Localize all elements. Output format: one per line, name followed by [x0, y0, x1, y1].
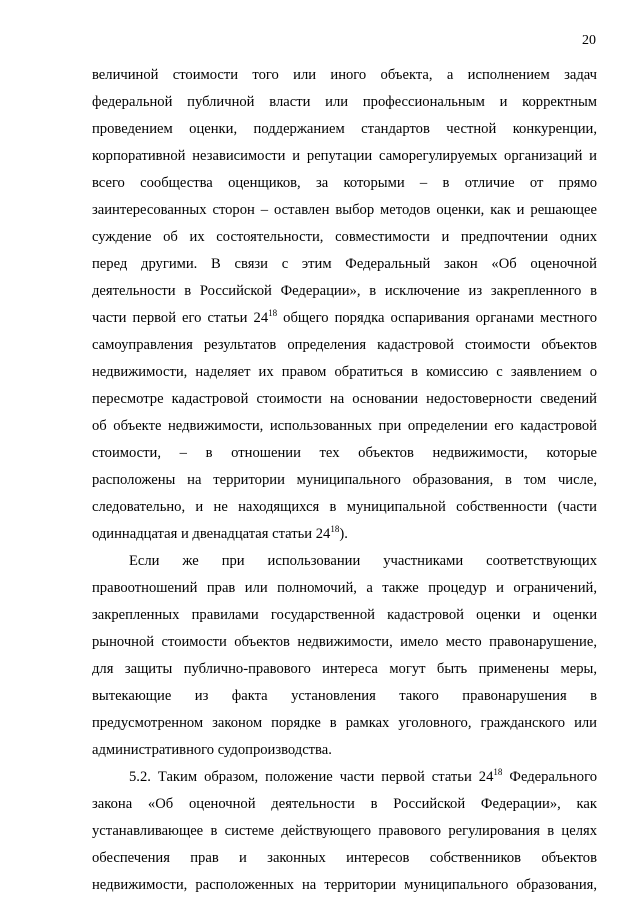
- text-line: [92, 228, 597, 246]
- text-segment: деятельности в Российской Федерации», в исключение из закрепленного в: [92, 283, 597, 299]
- page-number: 20: [582, 33, 596, 48]
- text-segment: пересмотре кадастровой стоимости на основании недостоверности сведений: [92, 391, 597, 407]
- superscript: 18: [493, 767, 503, 777]
- text-line: [92, 201, 597, 219]
- text-segment: для защиты публично-правового интереса могут быть применены меры,: [92, 661, 597, 677]
- text-line: [92, 282, 597, 300]
- text-segment: корпоративной независимости и репутации саморегулируемых организаций и: [92, 148, 597, 164]
- text-segment: недвижимости, расположенных на территории муниципального образования,: [92, 877, 597, 893]
- text-segment: перед другими. В связи с этим Федеральный закон «Об оценочной: [92, 256, 597, 272]
- text-segment: всего сообщества оценщиков, за которыми – в отличие от прямо: [92, 175, 597, 191]
- text-line: [92, 471, 597, 489]
- text-segment: части первой его статьи 24: [92, 310, 269, 326]
- text-segment: Если же при использовании участниками соответствующих: [129, 553, 597, 569]
- text-segment: стоимости, – в отношении тех объектов недвижимости, которые: [92, 445, 597, 461]
- text-segment: предусмотренном законом порядке в рамках уголовного, гражданского или: [92, 715, 597, 731]
- text-segment: ).: [339, 526, 348, 542]
- text-segment: закрепленных правилами государственной кадастровой оценки и оценки: [92, 607, 597, 623]
- text-segment: величиной стоимости того или иного объекта, а исполнением задач: [92, 67, 597, 83]
- text-line: [92, 606, 597, 624]
- text-line: [92, 876, 597, 894]
- text-segment: одиннадцатая и двенадцатая статьи 24: [92, 526, 331, 542]
- text-line: [92, 147, 597, 165]
- text-line: [92, 849, 597, 867]
- text-line: [92, 363, 597, 381]
- text-line: [92, 93, 597, 111]
- text-line: [92, 255, 597, 273]
- text-segment: об объекте недвижимости, использованных при определении его кадастровой: [92, 418, 597, 434]
- text-segment: суждение об их состоятельности, совместимости и предпочтении одних: [92, 229, 597, 245]
- text-segment: проведением оценки, поддержанием стандартов честной конкуренции,: [92, 121, 597, 137]
- text-line: [92, 336, 597, 354]
- text-line: [92, 390, 597, 408]
- text-segment: административного судопроизводства.: [92, 742, 332, 758]
- text-line: [92, 525, 597, 543]
- superscript: 18: [330, 524, 340, 534]
- text-segment: заинтересованных сторон – оставлен выбор методов оценки, как и решающее: [92, 202, 597, 218]
- text-line: [92, 66, 597, 84]
- text-segment: рыночной стоимости объектов недвижимости, имело место правонарушение,: [92, 634, 597, 650]
- text-line: [92, 741, 597, 759]
- text-line: [92, 714, 597, 732]
- text-line: [92, 444, 597, 462]
- text-segment: самоуправления результатов определения кадастровой стоимости объектов: [92, 337, 597, 353]
- text-segment: федеральной публичной власти или профессиональным и корректным: [92, 94, 597, 110]
- text-line: [92, 579, 597, 597]
- text-line: [92, 498, 597, 516]
- text-segment: Федерального: [502, 769, 597, 785]
- text-segment: устанавливающее в системе действующего правового регулирования в целях: [92, 823, 597, 839]
- superscript: 18: [268, 308, 278, 318]
- text-line: [92, 687, 597, 705]
- text-line: [92, 174, 597, 192]
- text-segment: 5.2. Таким образом, положение части первой статьи 24: [129, 769, 494, 785]
- text-line: [92, 120, 597, 138]
- text-line: [92, 795, 597, 813]
- text-line: [92, 633, 597, 651]
- text-segment: правоотношений прав или полномочий, а также процедур и ограничений,: [92, 580, 597, 596]
- text-segment: следовательно, и не находящихся в муниципальной собственности (части: [92, 499, 597, 515]
- text-line: [92, 660, 597, 678]
- text-segment: вытекающие из факта установления такого правонарушения в: [92, 688, 597, 704]
- text-line: [129, 768, 597, 786]
- text-line: [92, 309, 597, 327]
- text-line: [92, 417, 597, 435]
- text-segment: расположены на территории муниципального образования, в том числе,: [92, 472, 597, 488]
- text-segment: обеспечения прав и законных интересов собственников объектов: [92, 850, 597, 866]
- text-line: [92, 822, 597, 840]
- text-line: [129, 552, 597, 570]
- text-segment: недвижимости, наделяет их правом обратиться в комиссию с заявлением о: [92, 364, 597, 380]
- text-segment: общего порядка оспаривания органами местного: [277, 310, 597, 326]
- text-segment: закона «Об оценочной деятельности в Российской Федерации», как: [92, 796, 597, 812]
